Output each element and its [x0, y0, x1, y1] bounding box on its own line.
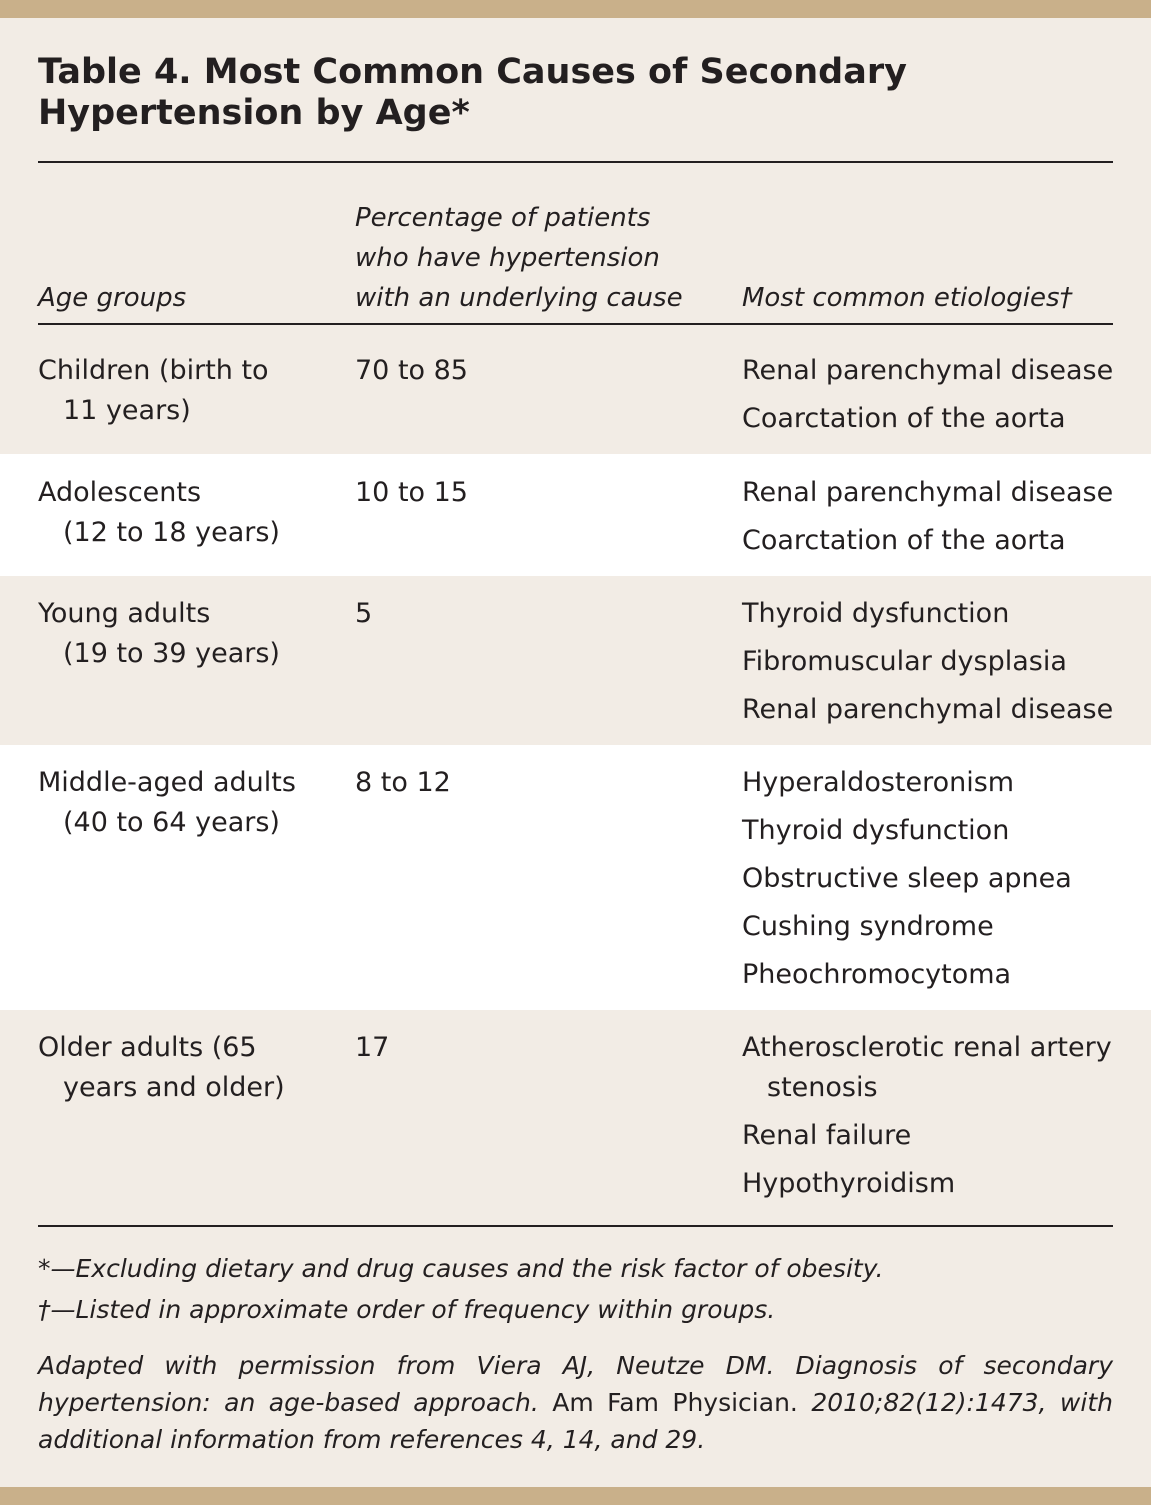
age-group-cell: Older adults (65 years and older) — [38, 1032, 285, 1103]
etiologies-cell: Renal parenchymal disease Coarctation of the aorta — [742, 355, 1114, 434]
table-row — [0, 325, 1151, 454]
bottom-rule — [38, 1225, 1113, 1227]
table-title — [38, 52, 1098, 134]
title-line-2: Hypertension by Age* — [38, 93, 470, 133]
age-group-cell: Adolescents (12 to 18 years) — [38, 477, 280, 548]
title-line-1: Table 4. Most Common Causes of Secondary — [38, 52, 907, 92]
header-etiologies: Most common etiologies† — [742, 283, 1073, 313]
age-group-cell: Young adults (19 to 39 years) — [38, 598, 280, 669]
header-percentage-line: who have hypertension — [355, 243, 660, 273]
age-group-cell: Middle-aged adults (40 to 64 years) — [38, 767, 296, 838]
percentage-cell: 17 — [355, 1032, 390, 1063]
age-group-cell: Children (birth to 11 years) — [38, 355, 269, 426]
table-row — [0, 454, 1151, 576]
etiologies-cell: Renal parenchymal disease Coarctation of the aorta — [742, 477, 1114, 556]
etiologies-cell: Thyroid dysfunction Fibromuscular dysplasia Renal parenchymal disease — [742, 598, 1114, 725]
header-age-groups: Age groups — [38, 283, 187, 313]
top-rule — [38, 161, 1113, 163]
percentage-cell: 10 to 15 — [355, 477, 468, 508]
table-row — [0, 1010, 1151, 1225]
top-accent-bar — [0, 0, 1151, 18]
header-percentage-line: with an underlying cause — [355, 283, 683, 313]
table-row — [0, 745, 1151, 1010]
percentage-cell: 5 — [355, 598, 373, 629]
percentage-cell: 70 to 85 — [355, 355, 468, 386]
footnote-dagger: †—Listed in approximate order of frequency within groups. — [38, 1295, 776, 1324]
table-row — [0, 576, 1151, 745]
etiologies-cell: Atherosclerotic renal artery stenosis Renal failure Hypothyroidism — [742, 1032, 1112, 1199]
etiologies-cell: Hyperaldosteronism Thyroid dysfunction Obstructive sleep apnea Cushing syndrome Pheochromocytoma — [742, 767, 1072, 990]
header-percentage — [355, 198, 725, 318]
footnote-asterisk: *—Excluding dietary and drug causes and the risk factor of obesity. — [38, 1254, 884, 1283]
source-citation: Adapted with permission from Viera AJ, Neutze DM. Diagnosis of secondary hypertension: an age-based approach. Am Fam Physician. 2010;82(12):1473, with additional information from references 4, 14, and 29. — [38, 1351, 1113, 1454]
header-percentage-line: Percentage of patients — [355, 203, 651, 233]
bottom-accent-bar — [0, 1487, 1151, 1505]
percentage-cell: 8 to 12 — [355, 767, 451, 798]
